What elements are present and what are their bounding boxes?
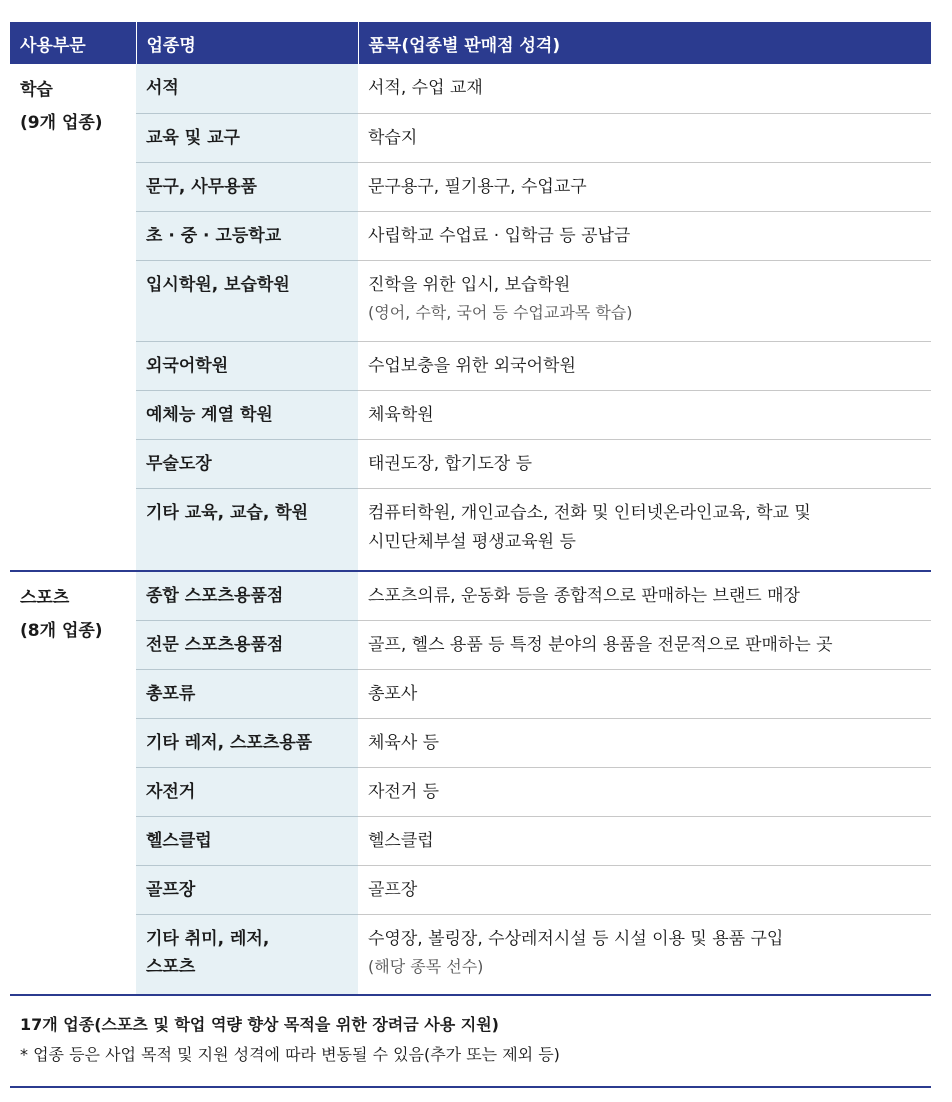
items-cell: 체육학원 — [358, 390, 931, 439]
items-cell — [358, 260, 931, 341]
business-name-cell: 무술도장 — [136, 439, 358, 488]
group-learning — [10, 64, 931, 571]
header-business-name: 업종명 — [136, 22, 358, 64]
business-name-cell: 기타 레저, 스포츠용품 — [136, 718, 358, 767]
items-cell: 서적, 수업 교재 — [358, 64, 931, 113]
table-row — [10, 64, 931, 113]
header-usage-section: 사용부문 — [10, 22, 136, 64]
items-cell: 골프장 — [358, 865, 931, 914]
section-title: 스포츠 — [20, 588, 70, 608]
business-name-cell: 자전거 — [136, 767, 358, 816]
table-row — [10, 914, 931, 995]
business-name-cell — [136, 914, 358, 995]
footer-note: * 업종 등은 사업 목적 및 지원 성격에 따라 변동될 수 있음(추가 또는 제외 등) — [20, 1045, 560, 1064]
table-row — [10, 162, 931, 211]
table-row — [10, 767, 931, 816]
items-cell: 총포사 — [358, 669, 931, 718]
section-count: (9개 업종) — [20, 113, 103, 133]
table-footer — [10, 996, 931, 1088]
table-row — [10, 260, 931, 341]
table-row — [10, 211, 931, 260]
items-note: (영어, 수학, 국어 등 수업교과목 학습) — [368, 302, 633, 322]
items-note: (해당 종목 선수) — [368, 956, 484, 976]
business-name-text-continued: 스포츠 — [146, 956, 196, 977]
items-cell: 헬스클럽 — [358, 816, 931, 865]
items-cell: 문구용구, 필기용구, 수업교구 — [358, 162, 931, 211]
items-cell: 수업보충을 위한 외국어학원 — [358, 341, 931, 390]
category-table — [10, 22, 931, 996]
business-name-cell: 예체능 계열 학원 — [136, 390, 358, 439]
table-row — [10, 341, 931, 390]
table-row — [10, 816, 931, 865]
footer-summary: 17개 업종(스포츠 및 학업 역량 향상 목적을 위한 장려금 사용 지원) — [20, 1015, 499, 1034]
business-name-cell: 골프장 — [136, 865, 358, 914]
table-row — [10, 865, 931, 914]
items-cell — [358, 914, 931, 995]
items-cell — [358, 488, 931, 571]
items-cell: 스포츠의류, 운동화 등을 종합적으로 판매하는 브랜드 매장 — [358, 571, 931, 620]
header-items: 품목(업종별 판매점 성격) — [358, 22, 931, 64]
items-text-continued: 시민단체부설 평생교육원 등 — [368, 531, 576, 552]
business-name-cell: 교육 및 교구 — [136, 113, 358, 162]
table-header — [10, 22, 931, 64]
business-name-cell: 입시학원, 보습학원 — [136, 260, 358, 341]
section-sports — [10, 571, 136, 995]
business-name-text: 기타 취미, 레저, — [146, 928, 270, 949]
table-row — [10, 669, 931, 718]
business-name-cell: 서적 — [136, 64, 358, 113]
items-cell: 골프, 헬스 용품 등 특정 분야의 용품을 전문적으로 판매하는 곳 — [358, 620, 931, 669]
business-name-cell: 헬스클럽 — [136, 816, 358, 865]
business-name-cell: 총포류 — [136, 669, 358, 718]
items-cell: 태권도장, 합기도장 등 — [358, 439, 931, 488]
items-text: 진학을 위한 입시, 보습학원 — [368, 274, 571, 295]
section-title: 학습 — [20, 80, 53, 100]
group-sports — [10, 571, 931, 995]
table-row — [10, 488, 931, 571]
section-learning — [10, 64, 136, 571]
table-row — [10, 113, 931, 162]
items-cell: 학습지 — [358, 113, 931, 162]
table-row — [10, 620, 931, 669]
items-text: 수영장, 볼링장, 수상레저시설 등 시설 이용 및 용품 구입 — [368, 928, 784, 949]
items-cell: 체육사 등 — [358, 718, 931, 767]
items-text: 컴퓨터학원, 개인교습소, 전화 및 인터넷온라인교육, 학교 및 — [368, 502, 811, 523]
items-cell: 자전거 등 — [358, 767, 931, 816]
business-name-cell: 문구, 사무용품 — [136, 162, 358, 211]
table-row — [10, 439, 931, 488]
business-name-cell: 기타 교육, 교습, 학원 — [136, 488, 358, 571]
section-count: (8개 업종) — [20, 621, 103, 641]
category-table-container — [10, 22, 931, 1088]
table-row — [10, 571, 931, 620]
business-name-cell: 초 · 중 · 고등학교 — [136, 211, 358, 260]
table-row — [10, 390, 931, 439]
table-row — [10, 718, 931, 767]
items-cell: 사립학교 수업료 · 입학금 등 공납금 — [358, 211, 931, 260]
business-name-cell: 외국어학원 — [136, 341, 358, 390]
business-name-cell: 종합 스포츠용품점 — [136, 571, 358, 620]
business-name-cell: 전문 스포츠용품점 — [136, 620, 358, 669]
